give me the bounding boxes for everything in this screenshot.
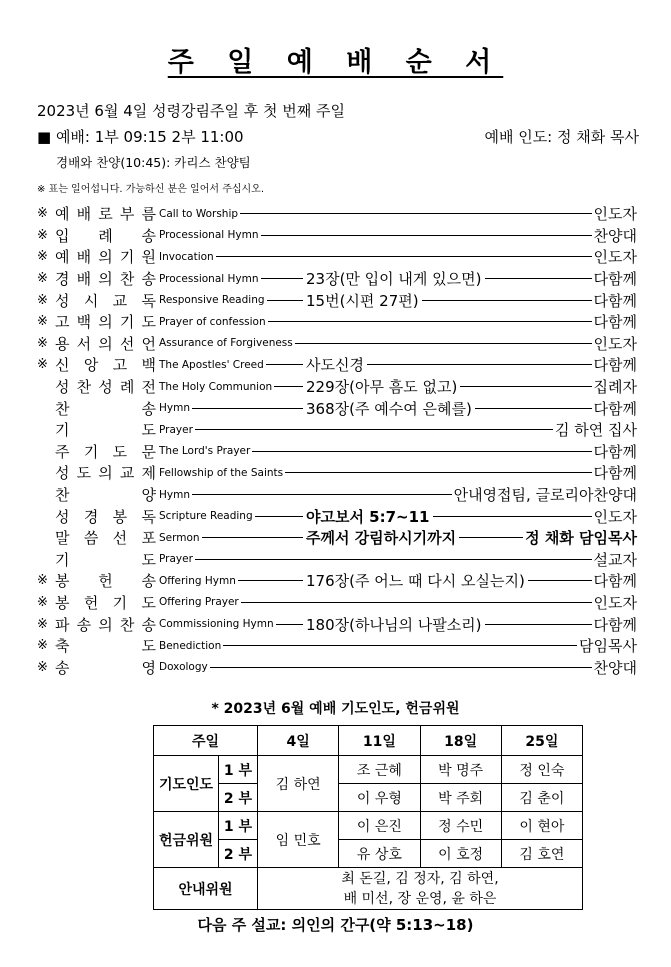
title-char: 성 (55, 291, 70, 310)
order-item-title (55, 462, 156, 483)
offering-label: 헌금위원 (154, 812, 219, 868)
order-item-title (55, 398, 156, 419)
title-char: 송 (76, 615, 92, 634)
leader-line (268, 321, 592, 322)
leader-line (195, 429, 553, 430)
leader-line (195, 559, 592, 560)
order-item-title (55, 614, 156, 635)
title-char: 성 (55, 507, 70, 526)
usher-names (258, 868, 583, 910)
title-char: 고 (112, 356, 128, 375)
title-char: 독 (141, 291, 156, 310)
order-item (37, 592, 637, 614)
leader-line (433, 516, 592, 517)
roster-cell: 이 현아 (501, 812, 582, 840)
leader-line (240, 213, 591, 214)
prayer-4: 김 하연 (258, 756, 339, 812)
title-char: 서 (76, 334, 92, 353)
title-char: 의 (98, 313, 113, 332)
title-char: 도 (141, 637, 156, 656)
roster-cell: 이 우형 (339, 784, 420, 812)
order-item-english: Fellowship of the Saints (159, 466, 284, 479)
order-item-title (55, 484, 156, 505)
title-char: 언 (141, 334, 156, 353)
praise-line: 경배와 찬양(10:45): 카리스 찬양팀 (56, 155, 251, 170)
order-item-leader: 인도자 (593, 334, 637, 353)
standing-mark: ※ (37, 638, 48, 654)
order-item-title (55, 333, 156, 354)
order-item (37, 268, 637, 290)
standing-mark: ※ (37, 594, 48, 610)
part-2: 2 부 (219, 840, 258, 868)
order-item-detail: 368장(주 예수여 은혜를) (306, 399, 472, 418)
order-item (37, 376, 637, 398)
title-char: 찬 (55, 486, 70, 505)
order-item-english: Responsive Reading (159, 294, 265, 307)
title-char: 입 (55, 226, 70, 245)
order-item-english: Benediction (159, 639, 222, 652)
order-item-leader: 김 하연 집사 (555, 421, 637, 440)
leader-line (460, 386, 591, 387)
title-char: 찬 (119, 615, 135, 634)
standing-mark: ※ (37, 573, 48, 589)
order-item-leader: 인도자 (593, 593, 637, 612)
order-item (37, 397, 637, 419)
title-char: 배 (76, 248, 92, 267)
order-item-english: Call to Worship (159, 207, 239, 220)
title-char: 경 (55, 270, 70, 289)
order-item-english: Hymn (159, 402, 190, 415)
order-item (37, 505, 637, 527)
title-char: 독 (141, 507, 156, 526)
leader-line (475, 408, 592, 409)
order-item-title (55, 203, 156, 224)
order-item-english: Prayer of confession (159, 315, 266, 328)
order-item-leader: 다함께 (593, 313, 637, 332)
part-1: 1 부 (219, 812, 258, 840)
title-char: 배 (76, 205, 92, 224)
order-item-english: Prayer (159, 553, 193, 566)
order-item-english: Processional Hymn (159, 229, 259, 242)
title-char: 찬 (119, 270, 135, 289)
title-char: 례 (119, 378, 135, 397)
title-char: 예 (55, 205, 70, 224)
order-item-english: Doxology (159, 661, 208, 674)
order-item (37, 613, 637, 635)
title-char: 파 (55, 615, 70, 634)
order-item-detail: 주께서 강림하시기까지 (306, 529, 457, 548)
order-item-leader: 다함께 (593, 399, 637, 418)
order-item-leader: 다함께 (593, 572, 637, 591)
title-char: 성 (55, 378, 70, 397)
leader-line (285, 472, 591, 473)
order-item-title (55, 441, 156, 462)
order-item (37, 527, 637, 549)
order-item-english: Hymn (159, 488, 190, 501)
order-item-english: Sermon (159, 531, 200, 544)
roster-cell: 조 근혜 (339, 756, 420, 784)
standing-mark: ※ (37, 271, 48, 287)
title-char: 름 (141, 205, 156, 224)
roster-header-11: 11일 (339, 726, 420, 756)
title-char: 예 (55, 248, 70, 267)
standing-mark: ※ (37, 249, 48, 265)
roster-cell: 김 춘이 (501, 784, 582, 812)
leader-line (192, 494, 452, 495)
order-item-title (55, 225, 156, 246)
order-item-detail: 15번(시편 27편) (306, 291, 419, 310)
title-char: 봉 (112, 507, 128, 526)
order-item-leader: 인도자 (593, 248, 637, 267)
roster-cell: 유 상호 (339, 840, 420, 868)
usher-line-1: 최 돈길, 김 정자, 김 하연, (341, 870, 499, 887)
order-item-leader: 다함께 (593, 615, 637, 634)
leader-line (223, 645, 577, 646)
title-char: 의 (98, 248, 113, 267)
title-char: 기 (83, 442, 99, 461)
leader-line (261, 278, 303, 279)
standing-mark: ※ (37, 292, 48, 308)
leader-line (216, 256, 592, 257)
leader-line (267, 300, 303, 301)
title-char: 송 (141, 572, 156, 591)
standing-mark: ※ (37, 206, 48, 222)
title-char: 앙 (83, 356, 99, 375)
order-item (37, 354, 637, 376)
order-item-english: Assurance of Forgiveness (159, 337, 293, 350)
order-item-title (55, 657, 156, 678)
order-item-title (55, 549, 156, 570)
title-char: 송 (141, 270, 156, 289)
order-item-english: The Apostles' Creed (159, 358, 264, 371)
roster-cell: 김 호연 (501, 840, 582, 868)
order-item-leader: 다함께 (593, 356, 637, 375)
order-item-english: Offering Prayer (159, 596, 239, 609)
leader-line (266, 364, 303, 365)
order-item-title (55, 527, 156, 548)
title-char: 기 (55, 550, 70, 569)
roster-table (153, 725, 583, 910)
order-item-leader: 집례자 (593, 378, 637, 397)
title-char: 도 (141, 550, 156, 569)
title-char: 말 (55, 529, 70, 548)
leader-line (255, 516, 303, 517)
title-char: 경 (83, 507, 99, 526)
leader-line (485, 624, 592, 625)
order-item-english: Processional Hymn (159, 272, 259, 285)
order-item-title (55, 506, 156, 527)
roster-cell: 정 인숙 (501, 756, 582, 784)
standing-mark: ※ (37, 314, 48, 330)
order-item (37, 311, 637, 333)
title-char: 로 (98, 205, 113, 224)
order-item (37, 333, 637, 355)
roster-header-sunday: 주일 (154, 726, 258, 756)
service-times: ■ 예배: 1부 09:15 2부 11:00 (37, 128, 244, 146)
title-char: 양 (141, 486, 156, 505)
order-item (37, 549, 637, 571)
title-char: 송 (55, 658, 70, 677)
title-char: 기 (119, 248, 135, 267)
leader-line (276, 624, 303, 625)
order-item-english: Prayer (159, 423, 193, 436)
order-item-detail: 229장(아무 흠도 없고) (306, 378, 458, 397)
order-item-title (55, 376, 156, 397)
usher-line-2: 배 미선, 장 운영, 윤 하은 (343, 890, 497, 907)
title-char: 선 (112, 529, 128, 548)
standing-mark: ※ (37, 357, 48, 373)
order-item-leader: 인도자 (593, 205, 637, 224)
order-item (37, 441, 637, 463)
order-item-title (55, 592, 156, 613)
title-char: 헌 (98, 572, 113, 591)
title-char: 도 (76, 464, 92, 483)
leader-line (422, 300, 592, 301)
standing-notice: ※ 표는 일어섭니다. 가능하신 분은 일어서 주십시오. (37, 184, 265, 195)
title-char: 선 (119, 334, 135, 353)
order-item-detail: 23장(만 입이 내게 있으면) (306, 270, 482, 289)
leader-line (295, 343, 592, 344)
order-item-leader: 찬양대 (593, 658, 637, 677)
title-char: 의 (98, 615, 113, 634)
standing-mark: ※ (37, 616, 48, 632)
leader-line (261, 235, 592, 236)
title-char: 백 (141, 356, 156, 375)
order-item (37, 635, 637, 657)
title-char: 찬 (55, 399, 70, 418)
title-char: 찬 (76, 378, 92, 397)
order-item (37, 462, 637, 484)
standing-mark: ※ (37, 335, 48, 351)
leader-line (252, 451, 591, 452)
title-char: 백 (76, 313, 92, 332)
roster-header-25: 25일 (501, 726, 582, 756)
title-char: 봉 (55, 572, 70, 591)
order-item-leader: 안내영접팀, 글로리아찬양대 (453, 486, 637, 505)
order-item (37, 656, 637, 678)
order-item-leader: 다함께 (593, 291, 637, 310)
title-char: 성 (55, 464, 70, 483)
roster-cell: 박 명주 (420, 756, 501, 784)
leader-line (210, 667, 592, 668)
title-char: 의 (98, 464, 113, 483)
order-item-title (55, 570, 156, 591)
order-item-title (55, 290, 156, 311)
title-char: 송 (141, 399, 156, 418)
order-item-leader: 담임목사 (579, 637, 637, 656)
order-item-detail: 야고보서 5:7~11 (306, 507, 430, 526)
order-item-leader: 정 채화 담임목사 (525, 529, 637, 548)
title-char: 기 (112, 593, 128, 612)
title-char: 주 (55, 442, 70, 461)
order-item (37, 289, 637, 311)
title-char: 의 (98, 334, 113, 353)
leader-line (485, 278, 592, 279)
order-item (37, 246, 637, 268)
order-item (37, 484, 637, 506)
order-item (37, 203, 637, 225)
title-char: 전 (141, 378, 156, 397)
title-char: 도 (112, 442, 128, 461)
title-char: 배 (76, 270, 92, 289)
title-char: 의 (98, 270, 113, 289)
title-char: 기 (55, 421, 70, 440)
title-char: 축 (55, 637, 70, 656)
order-item-english: The Lord's Prayer (159, 445, 251, 458)
title-char: 도 (141, 421, 156, 440)
title-char: 영 (141, 658, 156, 677)
order-item-leader: 다함께 (593, 464, 637, 483)
title-char: 씀 (83, 529, 99, 548)
order-item (37, 419, 637, 441)
order-item-title (55, 268, 156, 289)
leader-line (459, 537, 523, 538)
title-char: 포 (141, 529, 156, 548)
order-item-detail: 176장(주 어느 때 다시 오실는지) (306, 572, 525, 591)
title-char: 문 (141, 442, 156, 461)
roster-header-4: 4일 (258, 726, 339, 756)
page-title: 주 일 예 배 순 서 (167, 47, 504, 78)
title-char: 송 (141, 615, 156, 634)
date-line: 2023년 6월 4일 성령강림주일 후 첫 번째 주일 (37, 102, 345, 120)
leader-line (274, 386, 303, 387)
title-char: 부 (119, 205, 135, 224)
order-item-leader: 인도자 (593, 507, 637, 526)
title-char: 원 (141, 248, 156, 267)
leader-line (241, 602, 592, 603)
order-item-title (55, 354, 156, 375)
order-item-leader: 다함께 (593, 442, 637, 461)
title-char: 봉 (55, 593, 70, 612)
order-item (37, 225, 637, 247)
title-char: 교 (119, 464, 135, 483)
title-char: 도 (141, 313, 156, 332)
order-item-title (55, 635, 156, 656)
part-1: 1 부 (219, 756, 258, 784)
leader-line (192, 408, 303, 409)
title-char: 기 (119, 313, 135, 332)
leader-line (238, 580, 303, 581)
standing-mark: ※ (37, 227, 48, 243)
leader-line (528, 580, 592, 581)
title-char: 제 (141, 464, 156, 483)
order-item-title (55, 246, 156, 267)
order-item-english: Scripture Reading (159, 510, 253, 523)
order-item-english: Commissioning Hymn (159, 618, 274, 631)
title-char: 시 (83, 291, 99, 310)
order-item-leader: 설교자 (593, 550, 637, 569)
order-item (37, 570, 637, 592)
title-char: 용 (55, 334, 70, 353)
roster-cell: 이 은진 (339, 812, 420, 840)
service-leader: 예배 인도: 정 채화 목사 (484, 128, 639, 146)
leader-line (367, 364, 592, 365)
roster-header-18: 18일 (420, 726, 501, 756)
title-char: 고 (55, 313, 70, 332)
title-char: 례 (98, 226, 113, 245)
next-sermon: 다음 주 설교: 의인의 간구(약 5:13~18) (197, 916, 474, 934)
part-2: 2 부 (219, 784, 258, 812)
order-item-leader: 찬양대 (593, 226, 637, 245)
title-char: 헌 (83, 593, 99, 612)
prayer-label: 기도인도 (154, 756, 219, 812)
roster-cell: 박 주회 (420, 784, 501, 812)
order-of-worship (37, 203, 637, 678)
title-char: 송 (141, 226, 156, 245)
title-char: 도 (141, 593, 156, 612)
order-item-leader: 다함께 (593, 270, 637, 289)
order-item-detail: 사도신경 (306, 356, 364, 375)
roster-cell: 이 호정 (420, 840, 501, 868)
order-item-english: The Holy Communion (159, 380, 273, 393)
usher-label: 안내위원 (154, 868, 258, 910)
offering-4: 임 민호 (258, 812, 339, 868)
title-char: 신 (55, 356, 70, 375)
standing-mark: ※ (37, 659, 48, 675)
order-item-title (55, 419, 156, 440)
order-item-detail: 180장(하나님의 나팔소리) (306, 615, 482, 634)
order-item-title (55, 311, 156, 332)
order-item-english: Offering Hymn (159, 574, 236, 587)
roster-cell: 정 수민 (420, 812, 501, 840)
leader-line (202, 537, 303, 538)
order-item-english: Invocation (159, 250, 214, 263)
title-char: 교 (112, 291, 128, 310)
monthly-roster-title: * 2023년 6월 예배 기도인도, 헌금위원 (211, 701, 460, 717)
title-char: 성 (98, 378, 113, 397)
